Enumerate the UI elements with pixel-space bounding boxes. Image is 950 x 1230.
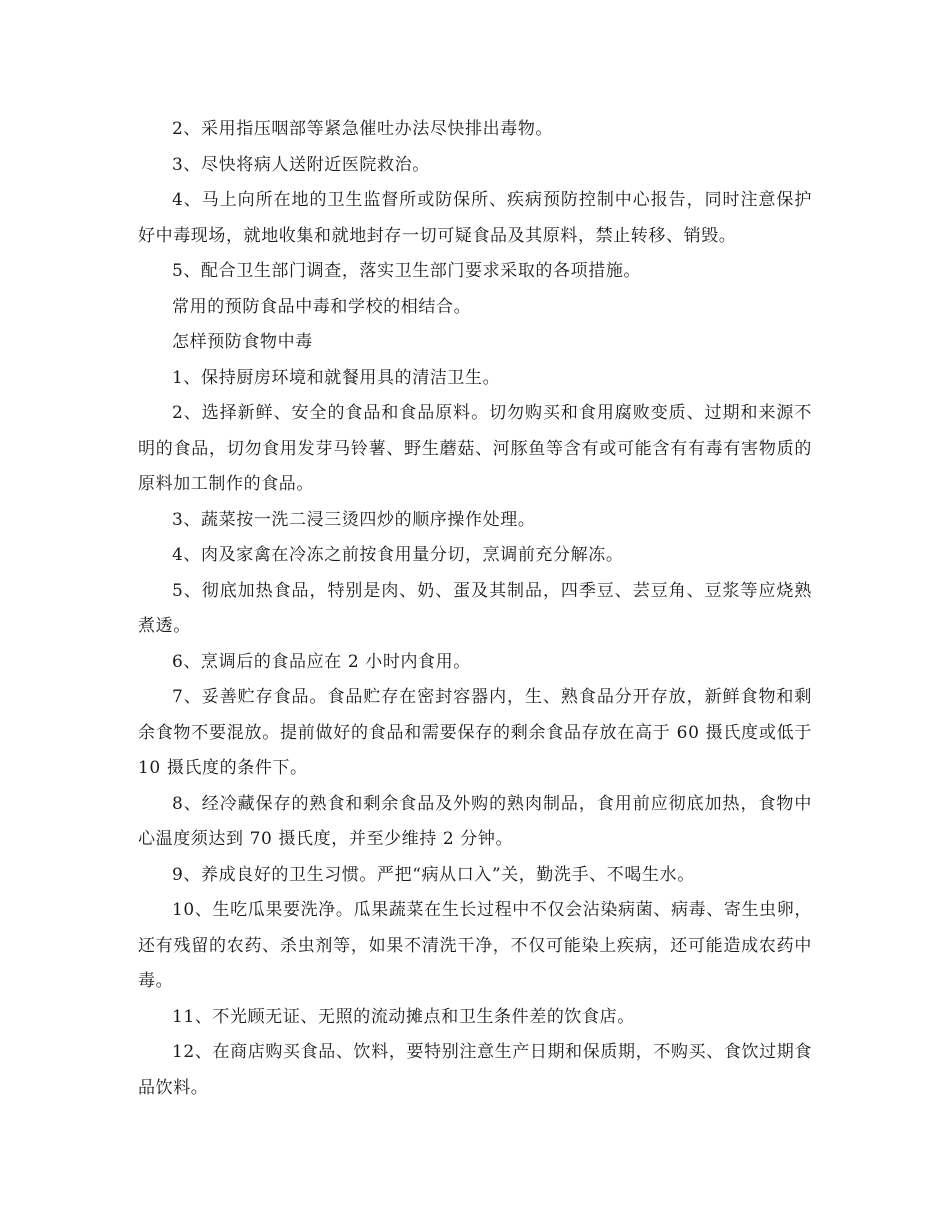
paragraph-tip-8: 8、经冷藏保存的熟食和剩余食品及外购的熟肉制品，食用前应彻底加热，食物中心温度须达到 70 摄氏度，并至少维持 2 分钟。 <box>138 793 812 849</box>
paragraph-step-3-hospital: 3、尽快将病人送附近医院救治。 <box>172 154 430 175</box>
paragraph-step-4-report: 4、马上向所在地的卫生监督所或防保所、疾病预防控制中心报告，同时注意保护好中毒现场，就地收集和就地封存一切可疑食品及其原料，禁止转移、销毁。 <box>138 190 812 246</box>
section-heading-prevention: 怎样预防食物中毒 <box>172 332 313 352</box>
paragraph-tip-1: 1、保持厨房环境和就餐用具的清洁卫生。 <box>172 367 501 388</box>
paragraph-tip-4: 4、肉及家禽在冷冻之前按食用量分切，烹调前充分解冻。 <box>172 545 624 565</box>
paragraph-tip-9: 9、养成良好的卫生习惯。严把“病从口入”关，勤洗手、不喝生水。 <box>172 864 695 885</box>
paragraph-step-5-cooperate: 5、配合卫生部门调查，落实卫生部门要求采取的各项措施。 <box>172 261 642 281</box>
paragraph-tip-2: 2、选择新鲜、安全的食品和食品原料。切勿购买和食用腐败变质、过期和来源不明的食品，切勿食用发芽马铃薯、野生蘑菇、河豚鱼等含有或可能含有有毒有害物质的原料加工制作的食品。 <box>138 403 812 494</box>
paragraph-tip-5: 5、彻底加热食品，特别是肉、奶、蛋及其制品，四季豆、芸豆角、豆浆等应烧熟煮透。 <box>138 580 812 636</box>
paragraph-tip-10: 10、生吃瓜果要洗净。瓜果蔬菜在生长过程中不仅会沾染病菌、病毒、寄生虫卵，还有残留的农药、杀虫剂等，如果不清洗干净，不仅可能染上疾病，还可能造成农药中毒。 <box>138 900 812 991</box>
paragraph-tip-11: 11、不光顾无证、无照的流动摊点和卫生条件差的饮食店。 <box>172 1006 635 1027</box>
paragraph-tip-6: 6、烹调后的食品应在 2 小时内食用。 <box>172 651 471 672</box>
paragraph-tip-3: 3、蔬菜按一洗二浸三烫四炒的顺序操作处理。 <box>172 509 536 530</box>
paragraph-step-2-induce-vomiting: 2、采用指压咽部等紧急催吐办法尽快排出毒物。 <box>172 119 554 139</box>
document-body <box>138 112 812 1106</box>
paragraph-tip-7: 7、妥善贮存食品。食品贮存在密封容器内，生、熟食品分开存放，新鲜食物和剩余食物不要混放。提前做好的食品和需要保存的剩余食品存放在高于 60 摄氏度或低于 10 摄氏度的条件下。 <box>138 687 812 778</box>
paragraph-prevention-intro: 常用的预防食品中毒和学校的相结合。 <box>172 296 472 317</box>
paragraph-tip-12: 12、在商店购买食品、饮料，要特别注意生产日期和保质期，不购买、食饮过期食品饮料。 <box>138 1042 812 1098</box>
